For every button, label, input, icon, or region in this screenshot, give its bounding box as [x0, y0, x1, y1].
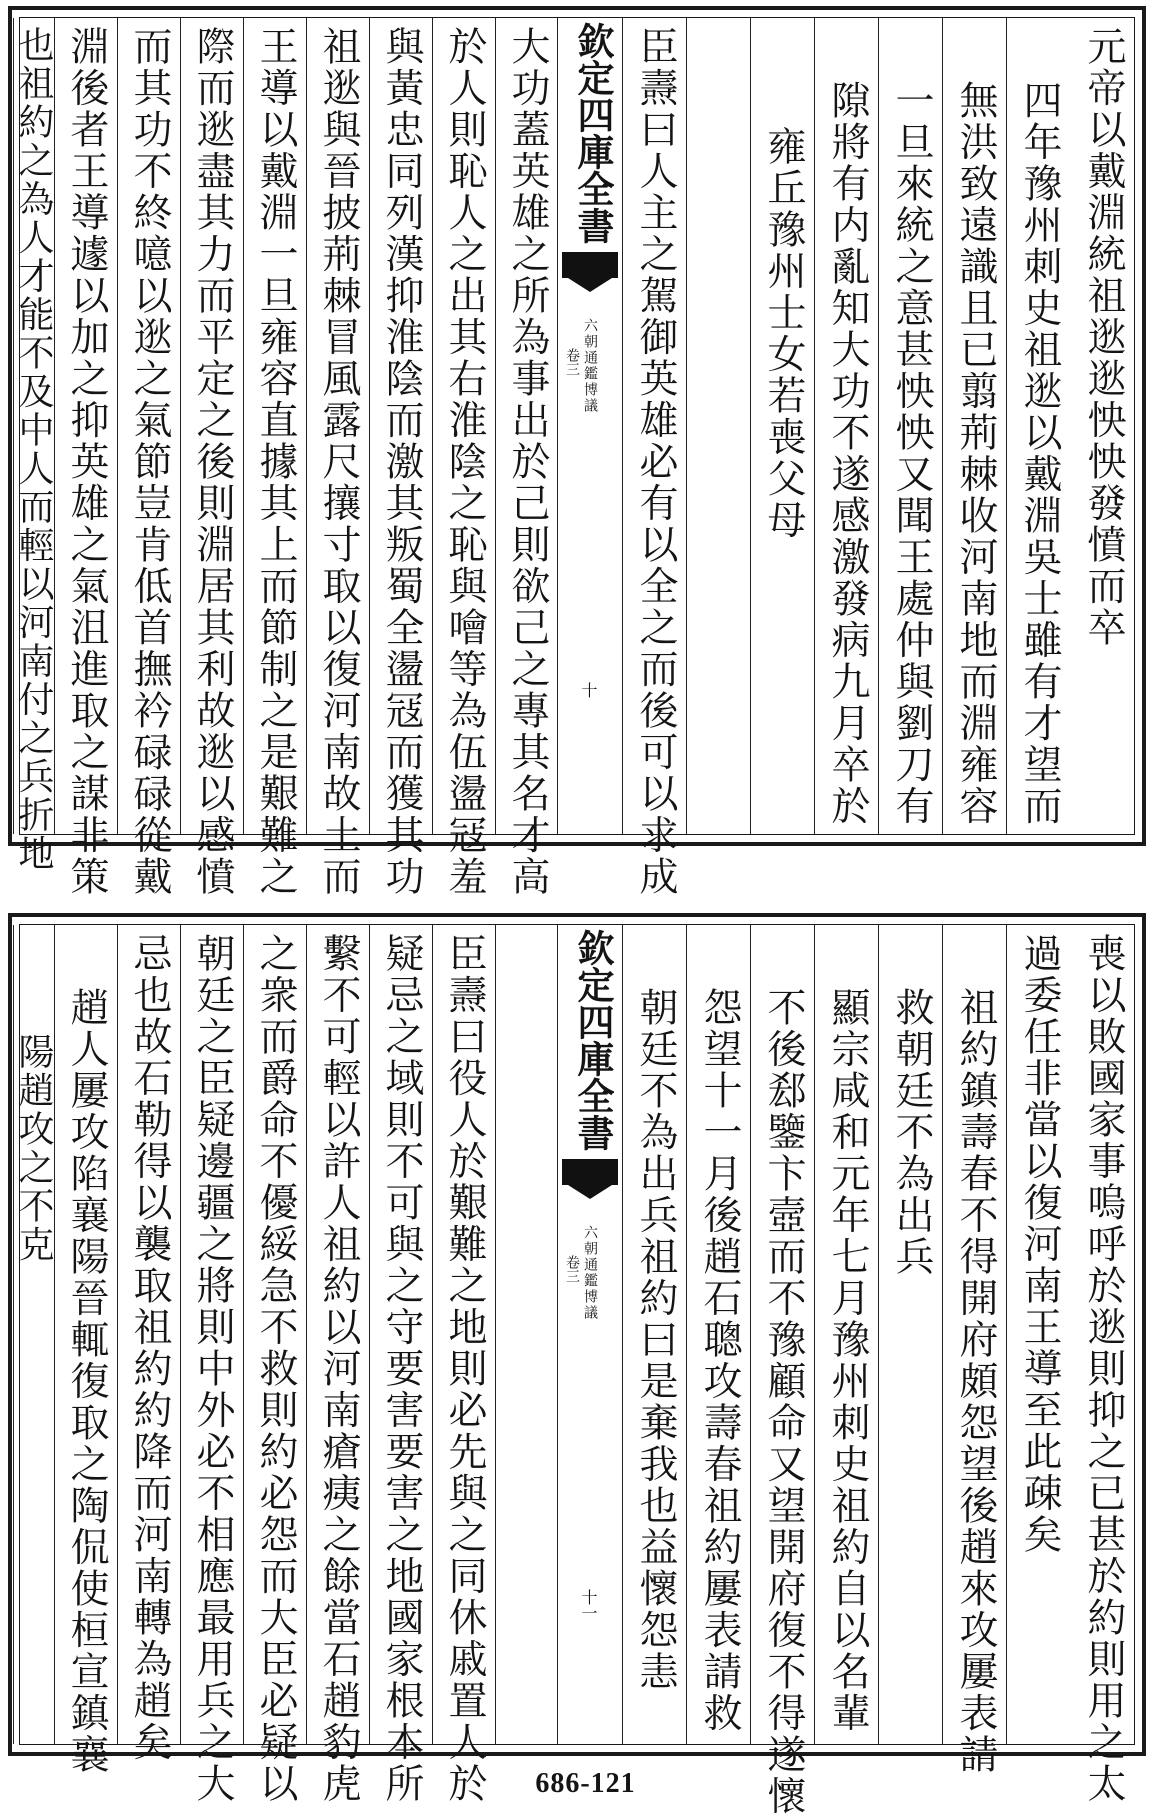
book-subtitle: 六朝通鑑博議 — [582, 1225, 598, 1321]
column-text: 也祖約之為人才能不及中人而輕以河南付之兵折地 — [13, 26, 54, 873]
column-text: 隙將有内亂知大功不遂感激發病九月卒於 — [825, 80, 870, 827]
text-column — [1006, 18, 1070, 834]
text-column — [13, 925, 54, 1744]
column-text: 一旦來統之意甚怏怏又聞王處仲與劉刀有 — [889, 80, 934, 827]
text-column — [750, 18, 814, 834]
column-text: 怨望十一月後趙石聰攻壽春祖約屢表請救 — [697, 987, 742, 1734]
text-column — [369, 925, 432, 1805]
text-column — [814, 925, 878, 1744]
column-text: 祖逖與晉披荊棘冒風露尺攘寸取以復河南故土而 — [316, 26, 361, 898]
column-text: 雍丘豫州士女若喪父母 — [761, 126, 806, 541]
column-text: 陽趙攻之不克 — [13, 1033, 54, 1264]
text-column — [1070, 18, 1134, 834]
juan-number: 卷三 — [564, 1255, 580, 1283]
column-text: 趙人屢攻陷襄陽晉輒復取之陶侃使桓宣鎮襄 — [64, 987, 109, 1776]
column-text: 過委任非當以復河南王導至此疎矣 — [1017, 933, 1062, 1556]
column-text: 繫不可輕以許人祖約以河南瘡痍之餘當石趙豹虎 — [316, 933, 361, 1805]
text-column — [495, 925, 558, 1744]
column-text: 大功蓋英雄之所為事出於己則欲己之專其名才高 — [505, 26, 550, 898]
center-fold — [557, 925, 622, 1744]
text-column — [117, 18, 180, 898]
text-column — [1070, 925, 1134, 1805]
text-column — [180, 925, 243, 1805]
text-column — [243, 18, 306, 898]
column-text: 疑忌之域則不可與之守要害要害之地國家根本所 — [379, 933, 424, 1805]
column-text: 不後郄鑒卞壼而不豫顧命又望開府復不得遂懷 — [761, 987, 806, 1817]
column-text: 王導以戴淵一旦雍容直據其上而節制之是艱難之 — [253, 26, 298, 898]
column-text: 朝廷不為出兵祖約曰是棄我也益懷怨恚 — [633, 987, 678, 1693]
column-text: 際而逖盡其力而平定之後則淵居其利故逖以感憤 — [190, 26, 235, 898]
column-text: 顯宗咸和元年七月豫州刺史祖約自以名輩 — [825, 987, 870, 1734]
top-page-frame — [13, 17, 1135, 898]
text-column — [942, 925, 1006, 1776]
text-column — [942, 18, 1006, 834]
text-column — [1006, 925, 1070, 1744]
column-text: 忌也故石勒得以襲取祖約約降而河南轉為趙矣 — [127, 933, 172, 1763]
text-column — [13, 18, 54, 873]
column-text: 之衆而爵命不優綏急不救則約必怨而大臣必疑以 — [253, 933, 298, 1805]
text-column — [814, 18, 878, 834]
book-title: 欽定四庫全書 — [571, 22, 615, 244]
column-text: 喪以敗國家事嗚呼於逖則抑之已甚於約則用之太 — [1081, 933, 1126, 1805]
fishtail-mark — [562, 252, 618, 278]
text-column — [878, 18, 942, 834]
fishtail-mark — [562, 1159, 618, 1185]
text-column — [117, 925, 180, 1763]
text-column — [686, 18, 750, 834]
column-text: 無洪致遠識且已翦荊棘收河南地而淵雍容 — [953, 80, 998, 827]
juan-number: 卷三 — [564, 348, 580, 376]
column-text: 朝廷之臣疑邊疆之將則中外必不相應最用兵之大 — [190, 933, 235, 1805]
column-text: 救朝廷不為出兵 — [889, 987, 934, 1278]
text-column — [432, 925, 495, 1805]
text-column — [243, 925, 306, 1805]
column-text: 與黃忠同列漢抑淮陰而激其叛蜀全盪冦而獲其功 — [379, 26, 424, 898]
text-column — [495, 18, 558, 898]
text-column — [54, 18, 117, 898]
text-column — [622, 18, 686, 898]
text-column — [432, 18, 495, 898]
column-text: 元帝以戴淵統祖逖逖怏怏發憤而卒 — [1081, 26, 1126, 649]
text-column — [686, 925, 750, 1744]
text-column — [622, 925, 686, 1744]
page-number: 686-121 — [535, 1768, 636, 1799]
text-column — [306, 925, 369, 1805]
top-page — [8, 6, 1146, 898]
book-title: 欽定四庫全書 — [571, 929, 615, 1151]
column-text: 於人則恥人之出其右淮陰之恥與噲等為伍盪冦羞 — [442, 26, 487, 898]
column-text: 臣燾曰人主之駕御英雄必有以全之而後可以求成 — [633, 26, 678, 898]
text-column — [180, 18, 243, 898]
column-text: 而其功不終噫以逖之氣節豈肯低首撫衿碌碌從戴 — [127, 26, 172, 898]
book-subtitle: 六朝通鑑博議 — [582, 318, 598, 414]
text-column — [750, 925, 814, 1817]
text-column — [878, 925, 942, 1744]
center-fold — [557, 18, 622, 834]
leaf-number: 十 — [579, 682, 598, 698]
column-text: 祖約鎮壽春不得開府頗怨望後趙來攻屢表請 — [953, 987, 998, 1776]
column-text: 臣燾曰役人於艱難之地則必先與之同休戚置人於 — [442, 933, 487, 1805]
column-text: 四年豫州刺史祖逖以戴淵吳士雖有才望而 — [1017, 80, 1062, 827]
leaf-number: 十一 — [579, 1589, 598, 1621]
text-column — [369, 18, 432, 898]
text-column — [54, 925, 117, 1776]
column-text: 淵後者王導遽以加之抑英雄之氣沮進取之謀非策 — [64, 26, 109, 898]
text-column — [306, 18, 369, 898]
